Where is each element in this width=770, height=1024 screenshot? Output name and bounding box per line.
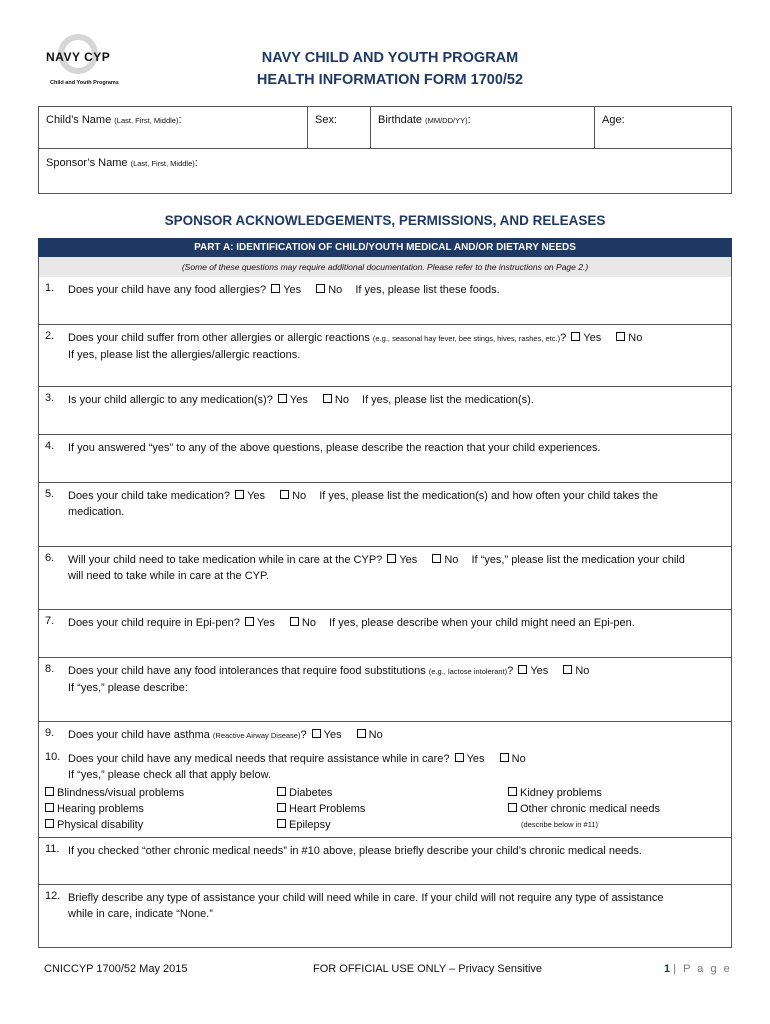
sex-field[interactable]: Sex:	[315, 114, 338, 126]
form-title-line2: HEALTH INFORMATION FORM 1700/52	[256, 72, 524, 88]
q6-no-checkbox[interactable]	[432, 554, 441, 563]
q10-no-checkbox[interactable]	[500, 753, 509, 762]
navy-cyp-logo	[34, 34, 124, 96]
question-3: 3. Is your child allergic to any medication(s)? Yes No If yes, please list the medication(s).	[38, 387, 732, 435]
sponsor-name-field[interactable]: Sponsor’s Name (Last, First, Middle):	[46, 157, 198, 169]
q2-yes-checkbox[interactable]	[571, 332, 580, 341]
footer-form-id: CNICCYP 1700/52 May 2015	[44, 963, 188, 975]
q10-column-1	[45, 785, 184, 833]
footer-privacy: FOR OFFICIAL USE ONLY – Privacy Sensitive	[313, 963, 543, 975]
q5-yes-checkbox[interactable]	[235, 490, 244, 499]
q9-yes-checkbox[interactable]	[312, 729, 321, 738]
blindness-checkbox[interactable]: Blindness/visual problems	[45, 785, 184, 801]
q6-yes-checkbox[interactable]	[387, 554, 396, 563]
q10-column-3	[508, 785, 660, 833]
q3-yes-checkbox[interactable]	[278, 394, 287, 403]
diabetes-checkbox[interactable]: Diabetes	[277, 785, 365, 801]
q8-no-checkbox[interactable]	[563, 665, 572, 674]
heart-problems-checkbox[interactable]: Heart Problems	[277, 801, 365, 817]
kidney-problems-checkbox[interactable]: Kidney problems	[508, 785, 660, 801]
part-a-header: PART A: IDENTIFICATION OF CHILD/YOUTH MEDICAL AND/OR DIETARY NEEDS	[38, 238, 732, 257]
child-name-field[interactable]: Child’s Name (Last, First, Middle):	[46, 114, 182, 126]
q10-yes-checkbox[interactable]	[455, 753, 464, 762]
q7-yes-checkbox[interactable]	[245, 617, 254, 626]
q10-column-2	[277, 785, 365, 833]
child-info-box	[38, 106, 732, 194]
question-1: 1. Does your child have any food allergies? Yes No If yes, please list these foods.	[38, 277, 732, 325]
form-title-line1: NAVY CHILD AND YOUTH PROGRAM	[261, 50, 519, 66]
hearing-checkbox[interactable]: Hearing problems	[45, 801, 184, 817]
q1-no-checkbox[interactable]	[316, 284, 325, 293]
question-6: 6. Will your child need to take medication while in care at the CYP? Yes No If “yes,” please list the medication your child will need to take while in care at the CYP.	[38, 547, 732, 610]
age-field[interactable]: Age:	[602, 114, 625, 126]
question-12: 12. Briefly describe any type of assistance your child will need while in care. If your child will not require any type of assistance while in care, indicate “None.”	[38, 885, 732, 948]
q5-no-checkbox[interactable]	[280, 490, 289, 499]
question-7: 7. Does your child require in Epi-pen? Yes No If yes, please describe when your child might need an Epi-pen.	[38, 610, 732, 658]
section-title: SPONSOR ACKNOWLEDGEMENTS, PERMISSIONS, AND RELEASES	[164, 213, 606, 228]
question-4: 4. If you answered “yes” to any of the above questions, please describe the reaction that your child experiences.	[38, 435, 732, 483]
question-10: 10. Does your child have any medical needs that require assistance while in care? Yes No If “yes,” please check all that apply below. Blindness/visual problems Hearing problems Physical disability Diabetes Heart Problems Epilepsy Kidney problems Other chronic medical needs (describe below in #11)	[38, 746, 732, 838]
logo-text: NAVY CYP	[46, 50, 111, 64]
question-5: 5. Does your child take medication? Yes No If yes, please list the medication(s) and how often your child takes the medication.	[38, 483, 732, 547]
question-11: 11. If you checked “other chronic medical needs” in #10 above, please briefly describe your child’s chronic medical needs.	[38, 838, 732, 885]
q2-no-checkbox[interactable]	[616, 332, 625, 341]
q9-no-checkbox[interactable]	[357, 729, 366, 738]
birthdate-field[interactable]: Birthdate (MM/DD/YY):	[378, 114, 471, 126]
question-9: 9. Does your child have asthma (Reactive Airway Disease)? Yes No	[38, 722, 732, 746]
logo-subtitle: Child and Youth Programs	[50, 80, 119, 86]
question-2: 2. Does your child suffer from other allergies or allergic reactions (e.g., seasonal hay fever, bee stings, hives, rashes, etc.)? Yes No If yes, please list the allergies/allergic reactions.	[38, 325, 732, 387]
q1-yes-checkbox[interactable]	[271, 284, 280, 293]
physical-disability-checkbox[interactable]: Physical disability	[45, 817, 184, 833]
other-chronic-checkbox[interactable]: Other chronic medical needs	[508, 801, 660, 817]
part-a-note: (Some of these questions may require additional documentation. Please refer to the instructions on Page 2.)	[38, 257, 732, 277]
epilepsy-checkbox[interactable]: Epilepsy	[277, 817, 365, 833]
q3-no-checkbox[interactable]	[323, 394, 332, 403]
footer-page: 1 | P a g e	[664, 963, 732, 975]
q7-no-checkbox[interactable]	[290, 617, 299, 626]
question-8: 8. Does your child have any food intolerances that require food substitutions (e.g., lactose intolerant)? Yes No If “yes,” please describe:	[38, 658, 732, 722]
q8-yes-checkbox[interactable]	[518, 665, 527, 674]
other-chronic-note: (describe below in #11)	[521, 820, 598, 829]
